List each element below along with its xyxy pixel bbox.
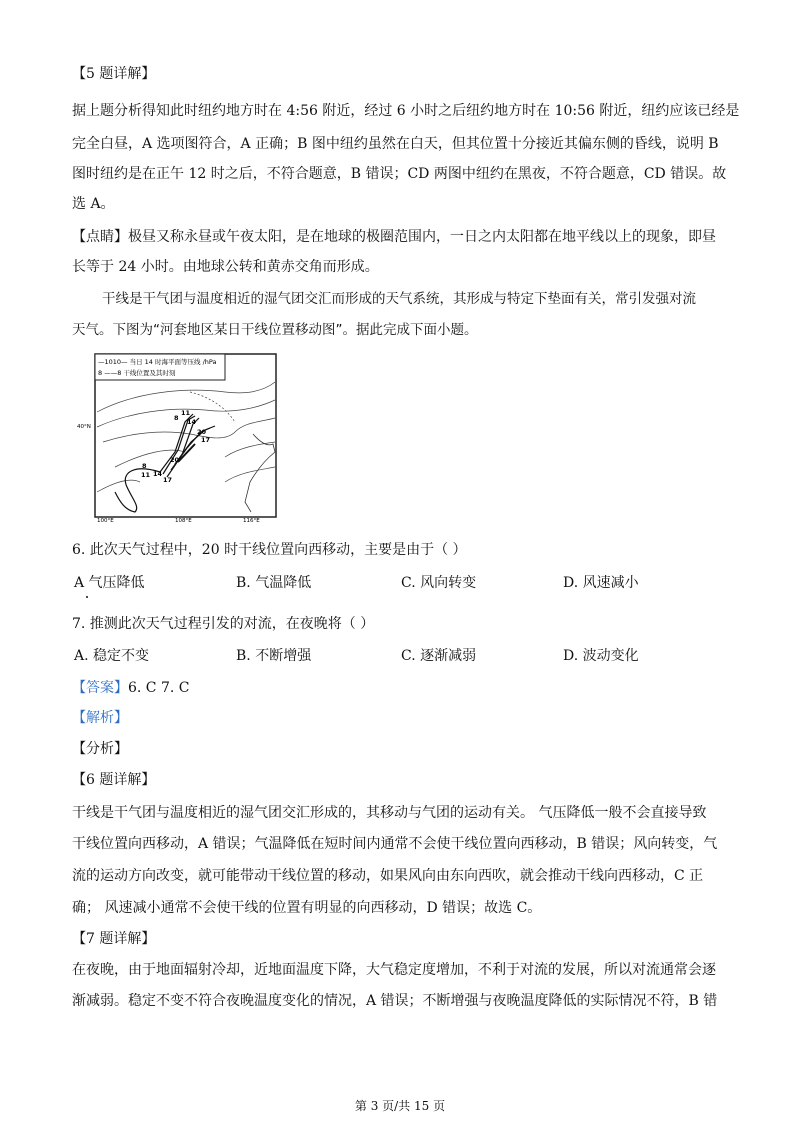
section-6-heading: 【6 题详解】 bbox=[72, 772, 156, 788]
page-footer: 第 3 页/共 15 页 bbox=[354, 1099, 446, 1113]
q7-option-b: B. 不断增强 bbox=[236, 648, 312, 664]
dryline-label-17-north: 17 bbox=[201, 436, 211, 444]
section-7-line-2: 渐减弱。稳定不变不符合夜晚温度变化的情况，A 错误；不断增强与夜晚温度降低的实际情况不符，B 错 bbox=[72, 993, 718, 1009]
analysis-heading: 【解析】 bbox=[72, 710, 128, 726]
question-7-text: 7. 推测此次天气过程引发的对流，在夜晚将（ ） bbox=[72, 616, 375, 632]
dryline-label-11-south: 11 bbox=[141, 471, 151, 479]
q7-option-a: A. 稳定不变 bbox=[74, 648, 150, 664]
legend-dryline-label: 8 ——8 干线位置及其时刻 bbox=[98, 369, 176, 377]
lon-label-116e: 116°E bbox=[243, 518, 260, 522]
dryline-label-14-south: 14 bbox=[153, 470, 163, 478]
q6-option-c: C. 风向转变 bbox=[401, 575, 477, 591]
section-7-line-1: 在夜晚，由于地面辐射冷却，近地面温度下降，大气稳定度增加，不利于对流的发展，所以对流通常会逐 bbox=[72, 962, 716, 978]
section-5-line-3: 图时纽约是在正午 12 时之后，不符合题意，B 错误；CD 两图中纽约在黑夜，不符合题意，CD 错误。故 bbox=[72, 166, 727, 182]
q6-option-d: D. 风速减小 bbox=[563, 575, 639, 591]
section-6-line-2: 干线位置向西移动，A 错误；气温降低在短时间内通常不会使干线位置向西移动，B 错误；风向转变，气 bbox=[72, 836, 718, 852]
option-a-dot bbox=[86, 596, 88, 598]
q6-option-b: B. 气温降低 bbox=[236, 575, 312, 591]
lon-label-108e: 108°E bbox=[175, 518, 192, 522]
q6-option-a: A 气压降低 bbox=[74, 575, 145, 591]
fenxi-heading: 【分析】 bbox=[72, 741, 128, 757]
q7-option-d: D. 波动变化 bbox=[563, 648, 639, 664]
dryline-label-20-north: 20 bbox=[197, 428, 207, 436]
question-6-text: 6. 此次天气过程中，20 时干线位置向西移动，主要是由于（ ） bbox=[72, 542, 467, 558]
section-5-heading: 【5 题详解】 bbox=[72, 66, 156, 82]
section-7-heading: 【7 题详解】 bbox=[72, 931, 156, 947]
dryline-label-8-south: 8 bbox=[142, 462, 147, 470]
stem-line-1: 干线是干气团与温度相近的湿气团交汇而形成的天气系统，其形成与特定下垫面有关，常引发强对流 bbox=[102, 291, 696, 307]
tip-line-2: 长等于 24 小时。由地球公转和黄赤交角而形成。 bbox=[72, 259, 379, 275]
dryline-label-14-north: 14 bbox=[187, 418, 197, 426]
dryline-label-11-north: 11 bbox=[181, 409, 191, 417]
q7-option-c: C. 逐渐减弱 bbox=[401, 648, 477, 664]
answer-value: 6. C 7. C bbox=[128, 680, 190, 696]
tip-line-1: 【点睛】极昼又称永昼或午夜太阳，是在地球的极圈范围内，一日之内太阳都在地平线以上的现象，即昼 bbox=[72, 229, 716, 245]
stem-line-2: 天气。下图为“河套地区某日干线位置移动图”。据此完成下面小题。 bbox=[72, 322, 478, 338]
dryline-label-17-south: 17 bbox=[163, 476, 173, 484]
lat-label-40n: 40°N bbox=[77, 424, 91, 430]
lon-label-100e: 100°E bbox=[97, 518, 114, 522]
dryline-label-20-south: 20 bbox=[170, 456, 180, 464]
answer-row bbox=[72, 678, 190, 698]
section-5-line-1: 据上题分析得知此时纽约地方时在 4:56 附近，经过 6 小时之后纽约地方时在 10:56 附近，纽约应该已经是 bbox=[72, 103, 740, 119]
dryline-label-8-north: 8 bbox=[174, 414, 179, 422]
section-5-line-4: 选 A。 bbox=[72, 196, 115, 212]
dryline-map-figure bbox=[75, 352, 278, 522]
section-6-line-4: 确； 风速减小通常不会使干线的位置有明显的向西移动，D 错误；故选 C。 bbox=[72, 900, 542, 916]
section-6-line-3: 流的运动方向改变，就可能带动干线位置的移动，如果风向由东向西吹，就会推动干线向西移动，C 正 bbox=[72, 868, 704, 884]
legend-isobar-label: —1010— 当日 14 时海平面等压线 /hPa bbox=[98, 358, 217, 366]
section-6-line-1: 干线是干气团与温度相近的湿气团交汇形成的，其移动与气团的运动有关。 气压降低一般不会直接导致 bbox=[72, 805, 707, 821]
section-5-line-2: 完全白昼，A 选项图符合，A 正确；B 图中纽约虽然在白天，但其位置十分接近其偏东侧的昏线，说明 B bbox=[72, 136, 719, 152]
answer-label: 【答案】 bbox=[72, 680, 128, 696]
